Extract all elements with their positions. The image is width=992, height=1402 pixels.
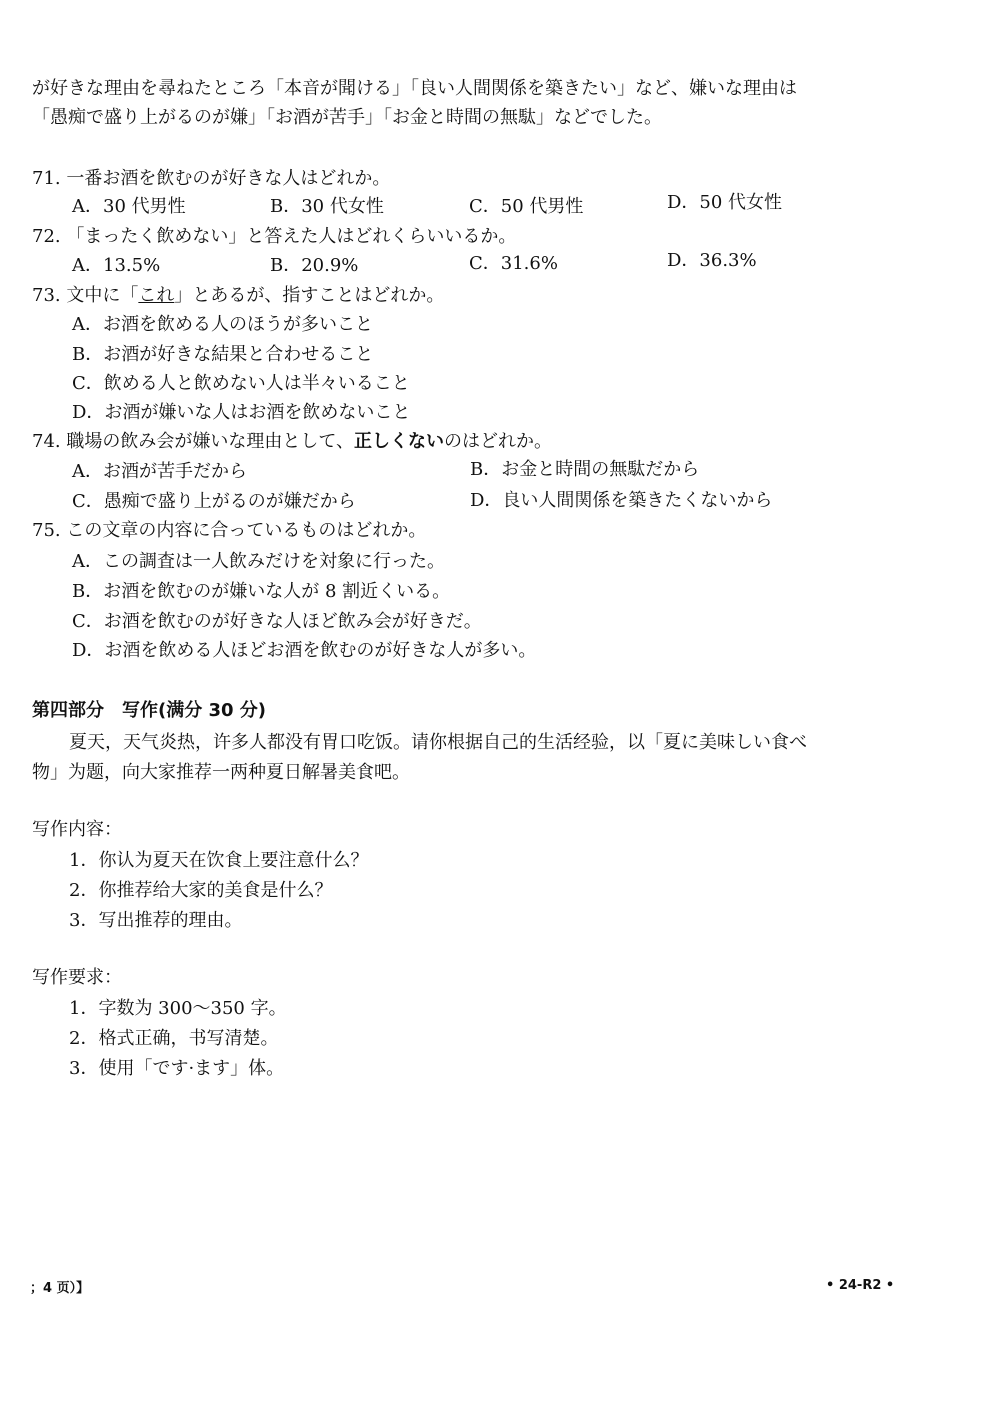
writing-requirement-2: 2．格式正确，书写清楚。 <box>69 1028 279 1049</box>
question-74-option-d: D．良い人間関係を築きたくないから <box>470 490 773 511</box>
question-75-option-d: D．お酒を飲める人ほどお酒を飲むのが好きな人が多い。 <box>72 640 537 661</box>
question-74-option-c: C．愚痴で盛り上がるのが嫌だから <box>72 491 356 512</box>
footer-page-info: ；4 页）】 <box>30 1281 90 1296</box>
writing-section-heading: 第四部分 写作(满分 30 分) <box>32 700 267 721</box>
question-71-option-d: D．50 代女性 <box>667 192 783 213</box>
question-71-option-c: C．50 代男性 <box>469 196 584 217</box>
question-73-underlined-word: これ <box>138 285 175 306</box>
question-74-stem-prefix: 74. 職場の飲み会が嫌いな理由として、 <box>32 431 354 452</box>
question-75-option-a: A．この調査は一人飲みだけを対象に行った。 <box>72 551 445 572</box>
question-72-option-c: C．31.6% <box>469 253 558 274</box>
question-73-stem-prefix: 73. 文中に「 <box>32 285 139 306</box>
question-74-emphasis: 正しくない <box>354 431 444 452</box>
footer-paper-code: • 24-R2 • <box>826 1278 895 1293</box>
question-72-option-a: A．13.5% <box>72 255 161 276</box>
passage-line-2: 「愚痴で盛り上がるのが嫌」「お酒が苦手」「お金と時間の無駄」などでした。 <box>32 107 662 128</box>
writing-prompt-line-2: 物」为题，向大家推荐一两种夏日解暑美食吧。 <box>32 762 410 783</box>
writing-requirements-title: 写作要求： <box>32 967 122 988</box>
question-72-stem: 72. 「まったく飲めない」と答えた人はどれくらいいるか。 <box>32 226 517 247</box>
question-73-option-c: C．飲める人と飲めない人は半々いること <box>72 373 410 394</box>
question-71-stem: 71. 一番お酒を飲むのが好きな人はどれか。 <box>32 168 391 189</box>
question-72-option-d: D．36.3% <box>667 250 757 271</box>
question-75-option-b: B．お酒を飲むのが嫌いな人が 8 割近くいる。 <box>72 581 451 602</box>
passage-line-1: が好きな理由を尋ねたところ「本音が聞ける」「良い人間関係を築きたい」など、嫌いな理由は <box>32 78 797 99</box>
writing-requirement-3: 3．使用「です·ます」体。 <box>69 1058 285 1079</box>
writing-content-item-3: 3．写出推荐的理由。 <box>69 910 243 931</box>
question-73-stem <box>32 284 444 308</box>
question-71-option-b: B．30 代女性 <box>270 196 384 217</box>
writing-prompt-line-1: 夏天，天气炎热，许多人都没有胃口吃饭。请你根据自己的生活经验，以「夏に美味しい食べ <box>69 732 807 753</box>
question-73-stem-suffix: 」とあるが、指すことはどれか。 <box>174 285 445 306</box>
writing-content-title: 写作内容： <box>32 819 122 840</box>
writing-content-item-2: 2．你推荐给大家的美食是什么？ <box>69 880 333 901</box>
question-74-option-a: A．お酒が苦手だから <box>72 461 247 482</box>
question-73-option-a: A．お酒を飲める人のほうが多いこと <box>72 314 373 335</box>
question-73-option-b: B．お酒が好きな結果と合わせること <box>72 344 374 365</box>
question-74-stem-suffix: のはどれか。 <box>444 431 552 452</box>
question-71-option-a: A．30 代男性 <box>72 196 186 217</box>
writing-requirement-1: 1．字数为 300～350 字。 <box>69 998 287 1019</box>
question-72-option-b: B．20.9% <box>270 255 359 276</box>
question-75-stem: 75. この文章の内容に合っているものはどれか。 <box>32 520 427 541</box>
question-74-option-b: B．お金と時間の無駄だから <box>470 459 700 480</box>
writing-content-item-1: 1．你认为夏天在饮食上要注意什么？ <box>69 850 369 871</box>
question-74-stem <box>32 430 552 454</box>
question-75-option-c: C．お酒を飲むのが好きな人ほど飲み会が好きだ。 <box>72 611 482 632</box>
question-73-option-d: D．お酒が嫌いな人はお酒を飲めないこと <box>72 402 411 423</box>
